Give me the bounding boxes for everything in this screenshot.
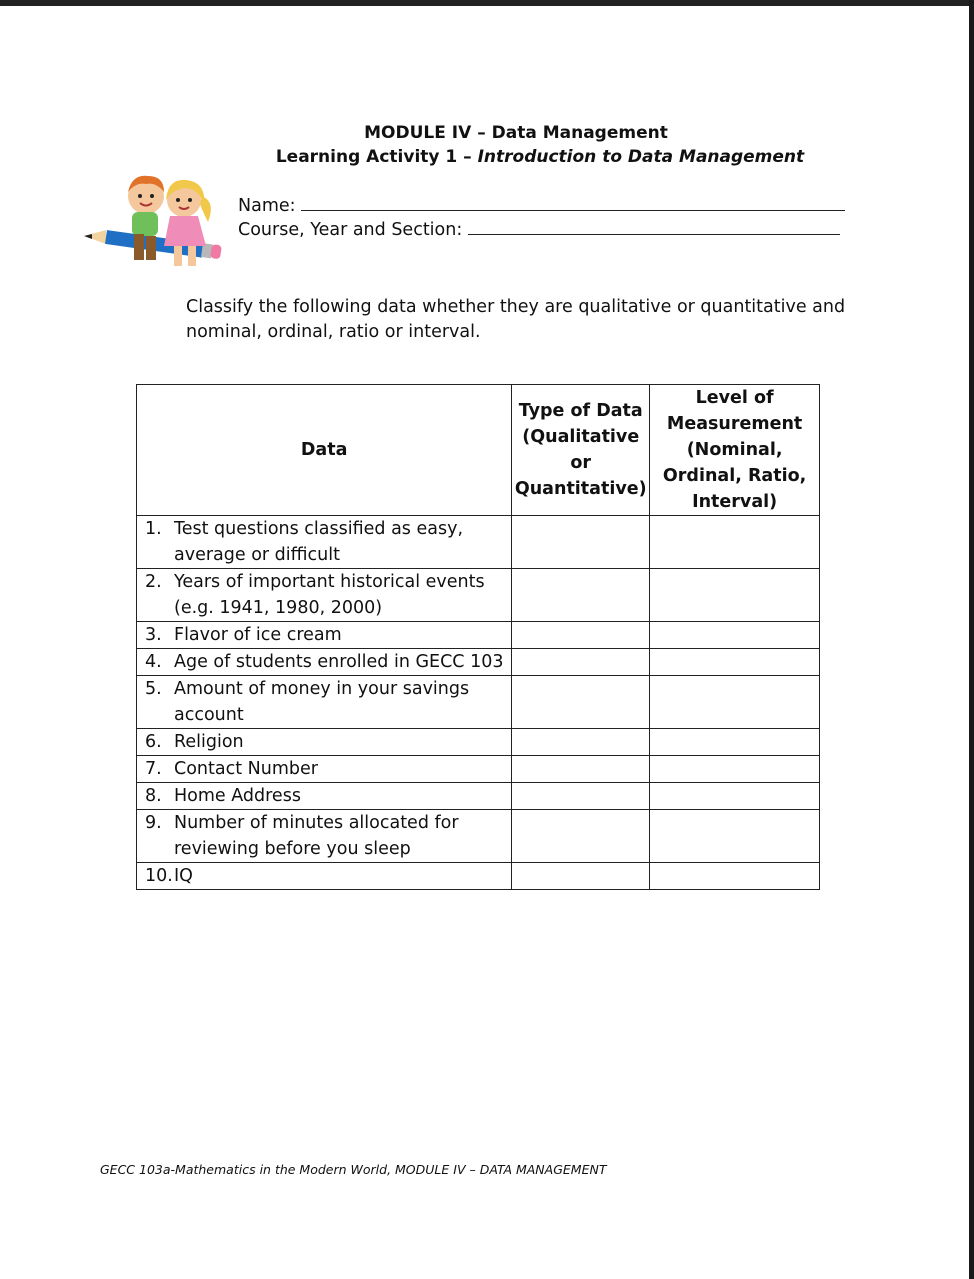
table-header-row <box>137 385 820 516</box>
row-data-cell <box>137 810 512 863</box>
course-label: Course, Year and Section: <box>238 220 463 240</box>
module-title: MODULE IV – Data Management <box>364 123 668 143</box>
right-border <box>969 0 974 1279</box>
level-answer-cell[interactable] <box>650 569 820 622</box>
name-field <box>238 196 845 216</box>
row-number: 10. <box>145 866 173 886</box>
row-text: Age of students enrolled in GECC 103 <box>174 652 504 672</box>
header-level-line: Level of <box>695 388 774 408</box>
level-answer-cell[interactable] <box>650 810 820 863</box>
header-type-line: (Qualitative <box>522 427 640 447</box>
row-data-cell <box>137 569 512 622</box>
table-row <box>137 756 820 783</box>
row-number: 3. <box>145 625 162 645</box>
page-footer: GECC 103a-Mathematics in the Modern World, MODULE IV – DATA MANAGEMENT <box>100 1162 607 1177</box>
header-type-of-data <box>512 385 650 516</box>
row-number: 9. <box>145 813 162 833</box>
header-type-line: Quantitative) <box>514 479 647 499</box>
level-answer-cell[interactable] <box>650 729 820 756</box>
row-text: Number of minutes allocated for reviewing before you sleep <box>174 813 459 859</box>
activity-title-prefix: Learning Activity 1 – <box>275 147 478 167</box>
type-answer-cell[interactable] <box>512 783 650 810</box>
header-data: Data <box>137 385 512 516</box>
row-number: 5. <box>145 679 162 699</box>
type-answer-cell[interactable] <box>512 622 650 649</box>
classification-table <box>136 384 820 890</box>
table-row <box>137 810 820 863</box>
type-answer-cell[interactable] <box>512 516 650 569</box>
table-row <box>137 676 820 729</box>
row-data-cell <box>137 783 512 810</box>
course-field <box>238 220 840 240</box>
top-border <box>0 0 974 6</box>
instructions: Classify the following data whether they are qualitative or quantitative and nominal, ordinal, ratio or interval. <box>186 297 846 342</box>
row-text: Religion <box>174 732 244 752</box>
activity-title <box>24 147 974 167</box>
row-data-cell <box>137 863 512 890</box>
row-data-cell <box>137 756 512 783</box>
header-level-line: Interval) <box>692 492 778 512</box>
table-row <box>137 649 820 676</box>
table-row <box>137 729 820 756</box>
type-answer-cell[interactable] <box>512 729 650 756</box>
table-row <box>137 569 820 622</box>
level-answer-cell[interactable] <box>650 676 820 729</box>
name-label: Name: <box>238 196 296 216</box>
level-answer-cell[interactable] <box>650 783 820 810</box>
type-answer-cell[interactable] <box>512 569 650 622</box>
row-data-cell <box>137 649 512 676</box>
row-data-cell <box>137 516 512 569</box>
row-number: 8. <box>145 786 162 806</box>
row-data-cell <box>137 729 512 756</box>
row-text: IQ <box>174 866 193 886</box>
row-number: 6. <box>145 732 162 752</box>
row-text: Test questions classified as easy, average or difficult <box>174 519 464 565</box>
row-text: Flavor of ice cream <box>174 625 342 645</box>
kids-on-pencil-illustration <box>84 170 236 282</box>
level-answer-cell[interactable] <box>650 756 820 783</box>
type-answer-cell[interactable] <box>512 863 650 890</box>
level-answer-cell[interactable] <box>650 649 820 676</box>
type-answer-cell[interactable] <box>512 676 650 729</box>
table-row <box>137 516 820 569</box>
header-level-of-measurement <box>650 385 820 516</box>
table-row <box>137 863 820 890</box>
activity-title-italic: Introduction to Data Management <box>477 147 805 167</box>
course-blank-line[interactable] <box>468 220 840 235</box>
header-level-line: (Nominal, <box>686 440 783 460</box>
row-number: 2. <box>145 572 162 592</box>
type-answer-cell[interactable] <box>512 649 650 676</box>
level-answer-cell[interactable] <box>650 622 820 649</box>
row-number: 1. <box>145 519 162 539</box>
row-number: 4. <box>145 652 162 672</box>
level-answer-cell[interactable] <box>650 863 820 890</box>
row-text: Home Address <box>174 786 301 806</box>
row-text: Contact Number <box>174 759 318 779</box>
row-number: 7. <box>145 759 162 779</box>
header-type-line: Type of Data <box>518 401 643 421</box>
row-data-cell <box>137 676 512 729</box>
header-level-line: Measurement <box>666 414 803 434</box>
table-row <box>137 622 820 649</box>
table-row <box>137 783 820 810</box>
header-type-line: or <box>570 453 592 473</box>
row-text: Years of important historical events (e.g. 1941, 1980, 2000) <box>174 572 485 618</box>
level-answer-cell[interactable] <box>650 516 820 569</box>
row-text: Amount of money in your savings account <box>174 679 470 725</box>
type-answer-cell[interactable] <box>512 810 650 863</box>
row-data-cell <box>137 622 512 649</box>
type-answer-cell[interactable] <box>512 756 650 783</box>
name-blank-line[interactable] <box>301 196 845 211</box>
header-level-line: Ordinal, Ratio, <box>662 466 807 486</box>
